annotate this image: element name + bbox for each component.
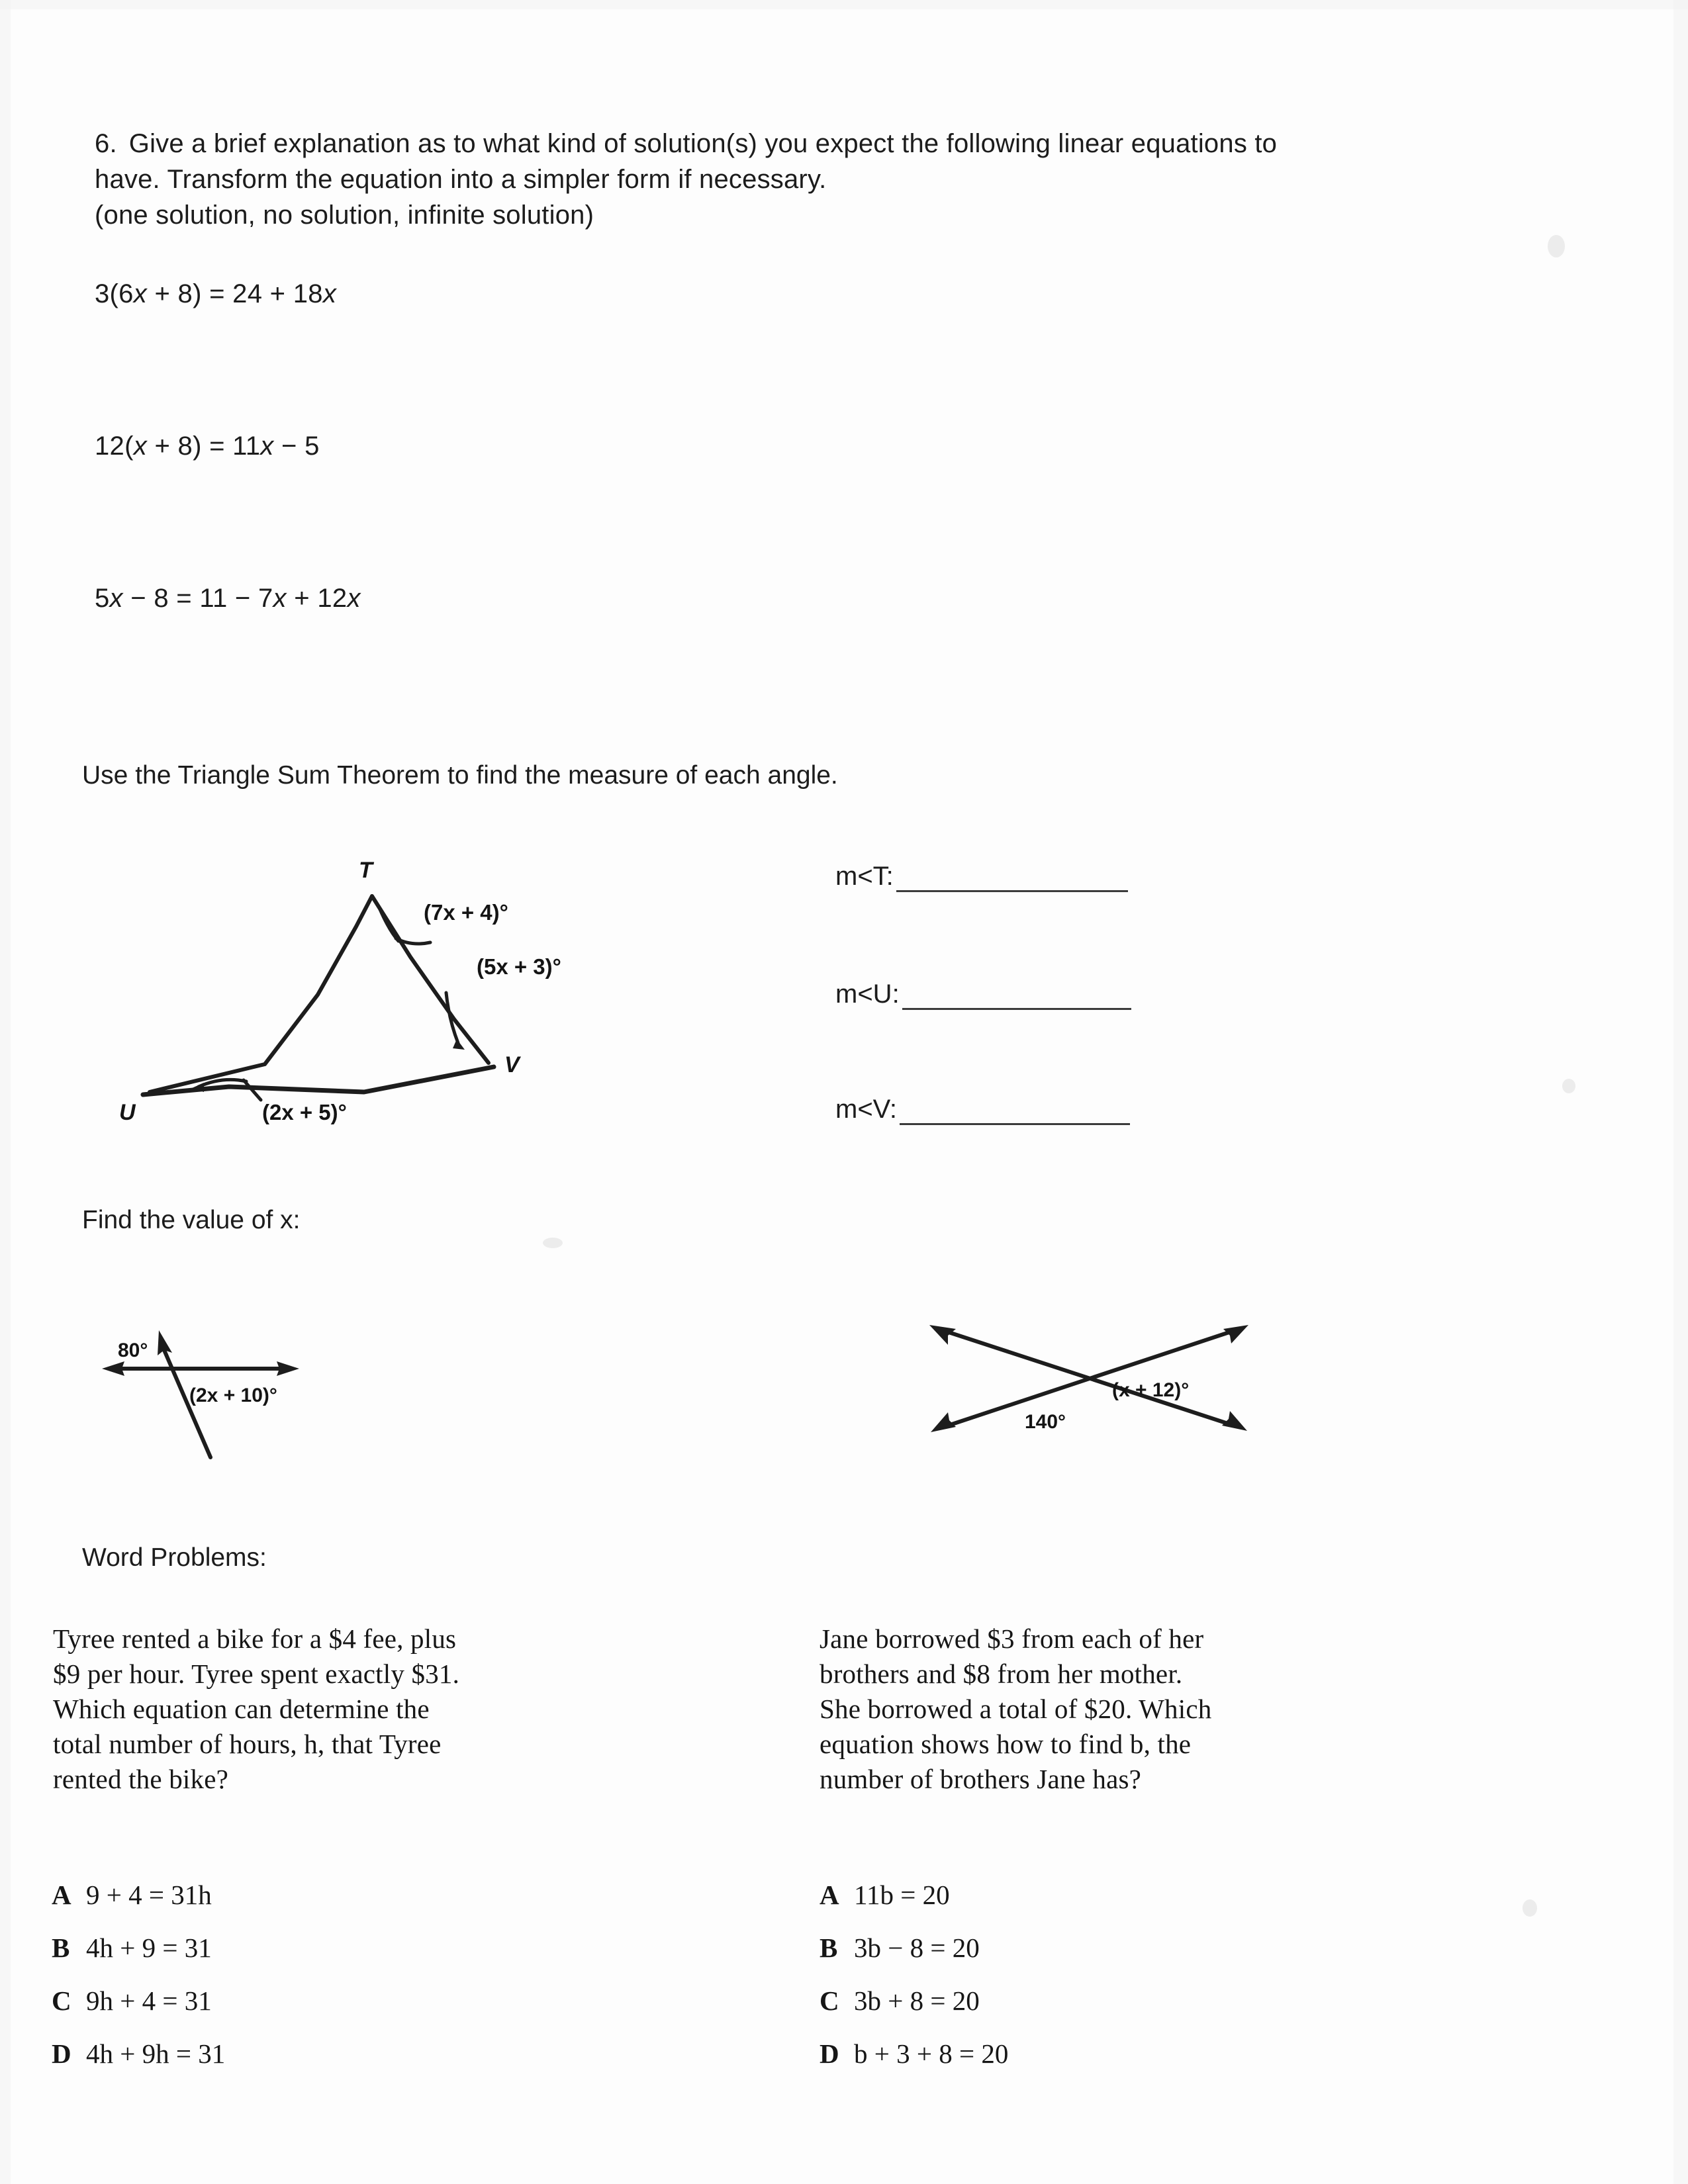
- answer-blank-mT-line[interactable]: [896, 868, 1128, 892]
- find-x-left-diagram: [93, 1264, 371, 1463]
- answer-blank-mV-line[interactable]: [900, 1101, 1130, 1125]
- triangle-vertex-label-U: U: [119, 1100, 136, 1125]
- answer-choice-expression: 4h + 9 = 31: [86, 1933, 212, 1963]
- answer-choice-expression: 11b = 20: [854, 1880, 950, 1910]
- answer-choice-letter: B: [52, 1933, 70, 1963]
- left-angle-unknown-label: (2x + 10)°: [189, 1385, 277, 1406]
- word-problems-heading: Word Problems:: [82, 1543, 267, 1572]
- answer-choice[interactable]: [820, 1933, 1008, 1963]
- answer-choice[interactable]: [52, 1985, 225, 2016]
- triangle-vertex-label-V: V: [504, 1052, 520, 1077]
- question-6-line-1: Give a brief explanation as to what kind of solution(s) you expect the following linear equations to: [128, 129, 1278, 158]
- word-problem-1-line: rented the bike?: [53, 1764, 229, 1794]
- answer-blank-mU: [835, 978, 1131, 1010]
- answer-choice-letter: C: [820, 1985, 839, 2016]
- word-problem-1-line: Tyree rented a bike for a $4 fee, plus: [53, 1623, 457, 1654]
- answer-blank-mV-label: m<V:: [835, 1095, 897, 1124]
- question-6-prompt: [95, 126, 1571, 233]
- equation-2: 12(x + 8) = 11x − 5: [95, 432, 320, 461]
- answer-blank-mV: [835, 1093, 1130, 1125]
- word-problem-2-line: equation shows how to find b, the: [820, 1729, 1192, 1759]
- word-problem-2-text: [820, 1621, 1402, 1797]
- answer-choice-letter: C: [52, 1985, 71, 2016]
- answer-choice[interactable]: [52, 1880, 225, 1910]
- answer-choice-letter: A: [52, 1880, 71, 1910]
- answer-blank-mU-label: m<U:: [835, 979, 900, 1009]
- answer-choice[interactable]: [820, 2038, 1008, 2069]
- triangle-vertex-label-T: T: [359, 858, 373, 883]
- answer-choice-expression: 4h + 9h = 31: [86, 2038, 226, 2069]
- find-x-heading: Find the value of x:: [82, 1206, 301, 1234]
- answer-choice-letter: A: [820, 1880, 839, 1910]
- scan-speck: [1523, 1899, 1537, 1917]
- right-angle-svg: [914, 1317, 1271, 1436]
- triangle-diagram: [99, 827, 616, 1125]
- answer-choice-expression: 3b − 8 = 20: [854, 1933, 980, 1963]
- answer-choice[interactable]: [820, 1880, 1008, 1910]
- scan-edge-left: [0, 0, 11, 2184]
- left-angle-known-label: 80°: [118, 1340, 148, 1361]
- scan-speck: [543, 1238, 563, 1248]
- triangle-angle-label-U: (2x + 5)°: [262, 1100, 347, 1124]
- answer-choice[interactable]: [820, 1985, 1008, 2016]
- triangle-angle-label-V: (5x + 3)°: [477, 954, 561, 979]
- answer-choice-letter: D: [52, 2038, 71, 2069]
- right-angle-known-label: 140°: [1025, 1411, 1066, 1433]
- equation-3: 5x − 8 = 11 − 7x + 12x: [95, 584, 361, 613]
- answer-choice-expression: 9h + 4 = 31: [86, 1985, 212, 2016]
- question-6-line-3: (one solution, no solution, infinite solution): [95, 201, 594, 230]
- word-problem-1-line: $9 per hour. Tyree spent exactly $31.: [53, 1659, 460, 1689]
- word-problem-1-line: Which equation can determine the: [53, 1694, 430, 1724]
- find-x-right-diagram: [914, 1317, 1271, 1436]
- answer-blank-mU-line[interactable]: [902, 985, 1131, 1010]
- word-problem-2-line: Jane borrowed $3 from each of her: [820, 1623, 1204, 1654]
- answer-choice[interactable]: [52, 2038, 225, 2069]
- word-problem-2-choices: [820, 1880, 1008, 2069]
- scan-edge-right: [1673, 0, 1688, 2184]
- triangle-angle-label-T: (7x + 4)°: [424, 900, 508, 925]
- answer-blank-mT: [835, 860, 1128, 892]
- word-problem-2-line: number of brothers Jane has?: [820, 1764, 1142, 1794]
- word-problem-1-text: [53, 1621, 635, 1797]
- word-problem-1-choices: [52, 1880, 225, 2069]
- scan-edge-top: [0, 0, 1688, 9]
- word-problem-2-line: brothers and $8 from her mother.: [820, 1659, 1183, 1689]
- scan-speck: [1548, 235, 1565, 257]
- answer-choice-expression: b + 3 + 8 = 20: [854, 2038, 1009, 2069]
- right-angle-unknown-label: (x + 12)°: [1112, 1379, 1190, 1401]
- answer-choice-expression: 3b + 8 = 20: [854, 1985, 980, 2016]
- word-problem-1-line: total number of hours, h, that Tyree: [53, 1729, 442, 1759]
- answer-choice-expression: 9 + 4 = 31h: [86, 1880, 212, 1910]
- answer-choice-letter: B: [820, 1933, 838, 1963]
- question-6-line-2: have. Transform the equation into a simpler form if necessary.: [95, 165, 827, 194]
- word-problem-2-line: She borrowed a total of $20. Which: [820, 1694, 1212, 1724]
- equation-1: 3(6x + 8) = 24 + 18x: [95, 279, 337, 308]
- question-6-number: 6.: [95, 129, 117, 158]
- left-angle-svg: [93, 1264, 371, 1463]
- scan-speck: [1562, 1079, 1575, 1093]
- answer-blank-mT-label: m<T:: [835, 862, 894, 891]
- answer-choice-letter: D: [820, 2038, 839, 2069]
- answer-choice[interactable]: [52, 1933, 225, 1963]
- triangle-section-heading: Use the Triangle Sum Theorem to find the measure of each angle.: [82, 761, 838, 790]
